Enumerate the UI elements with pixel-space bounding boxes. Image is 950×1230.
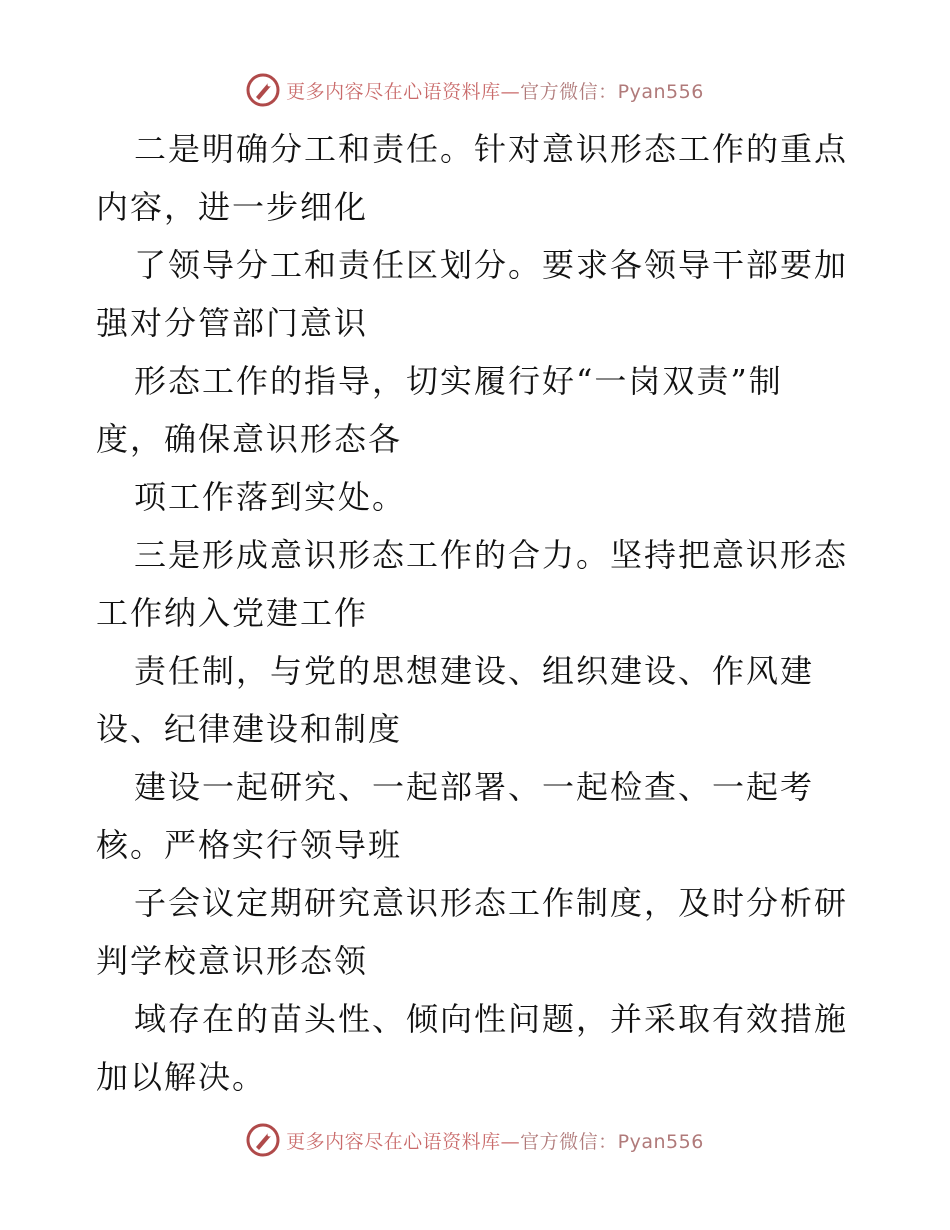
body-line-10: 责任制，与党的思想建设、组织建设、作风建 [134,652,815,690]
pen-nib-logo-icon [246,1123,280,1157]
body-line-1: 二是明确分工和责任。针对意识形态工作的重点 [134,130,849,168]
header-banner-site: 更多内容尽在心语资料库— [286,80,521,103]
body-line-7: 项工作落到实处。 [134,478,407,516]
body-line-3: 了领导分工和责任区划分。要求各领导干部要加 [134,246,849,284]
body-line-2: 内容，进一步细化 [96,188,369,226]
body-line-9: 工作纳入党建工作 [96,594,369,632]
body-line-8: 三是形成意识形态工作的合力。坚持把意识形态 [134,536,849,574]
header-banner-text [286,77,704,104]
body-line-14: 子会议定期研究意识形态工作制度，及时分析研 [134,884,849,922]
body-line-12: 建设一起研究、一起部署、一起检查、一起考 [134,768,815,806]
document-body [96,120,856,1106]
header-banner-inner [246,73,704,107]
footer-banner [0,1120,950,1160]
footer-banner-site: 更多内容尽在心语资料库— [286,1130,521,1153]
body-line-15: 判学校意识形态领 [96,942,369,980]
footer-banner-text [286,1127,704,1154]
pen-nib-logo-icon [246,73,280,107]
body-line-4: 强对分管部门意识 [96,304,369,342]
footer-banner-wechat: 官方微信：Pyan556 [520,1130,704,1153]
footer-banner-inner [246,1123,704,1157]
body-line-6: 度，确保意识形态各 [96,420,403,458]
header-banner [0,70,950,110]
body-line-16: 域存在的苗头性、倾向性问题，并采取有效措施 [134,1000,849,1038]
body-line-17: 加以解决。 [96,1058,267,1096]
body-line-5: 形态工作的指导，切实履行好“一岗双责”制 [134,362,783,400]
body-line-13: 核。严格实行领导班 [96,826,403,864]
body-line-11: 设、纪律建设和制度 [96,710,403,748]
header-banner-wechat: 官方微信：Pyan556 [520,80,704,103]
